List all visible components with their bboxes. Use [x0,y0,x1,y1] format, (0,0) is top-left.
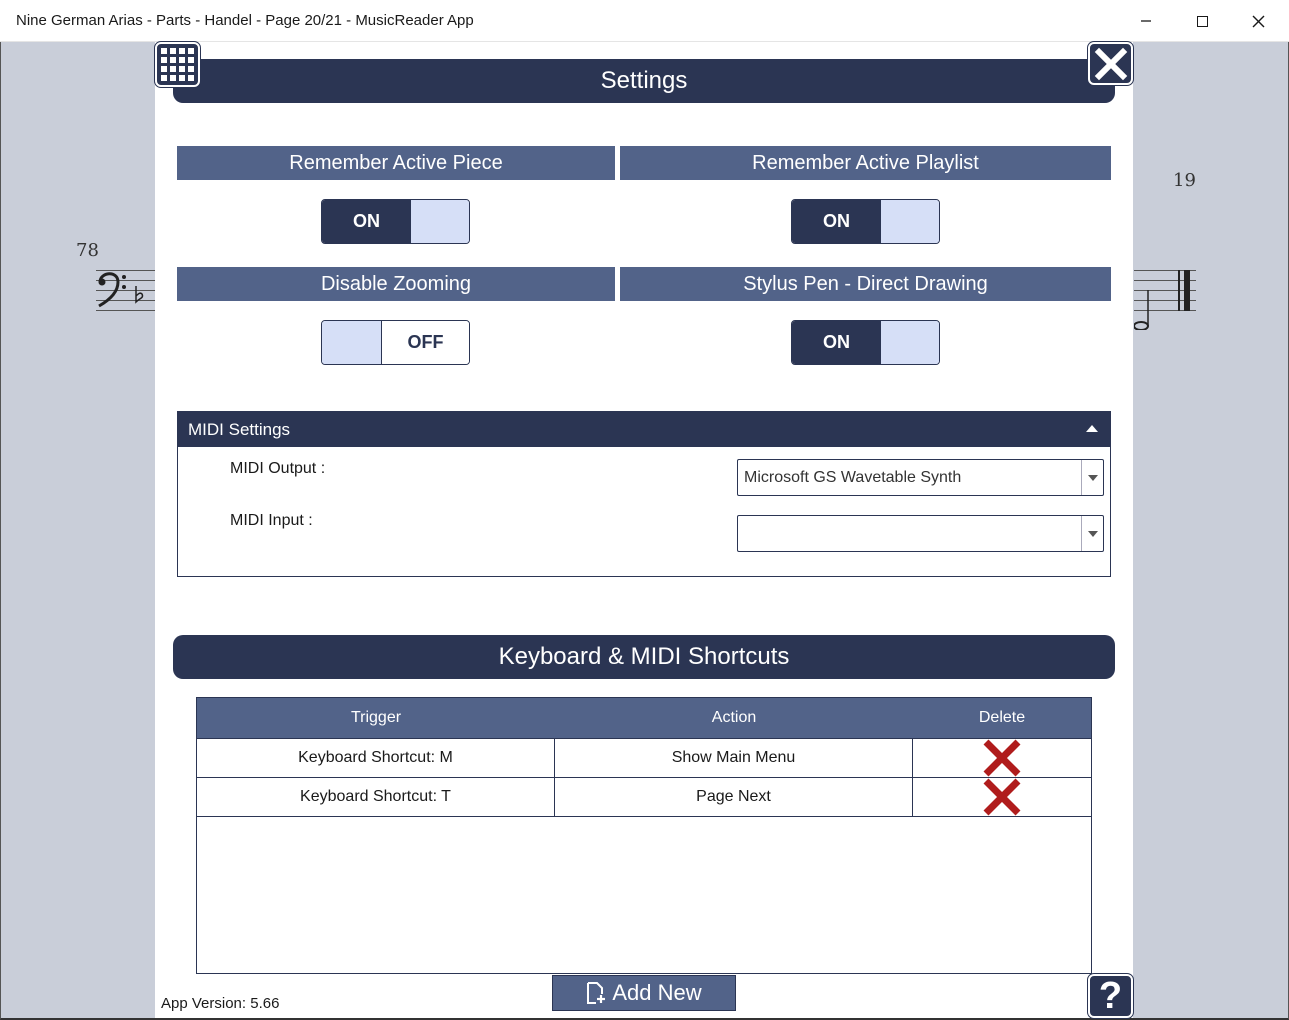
midi-settings-header[interactable] [178,412,1110,447]
measure-number-left: 78 [76,240,99,261]
dropdown-arrow-icon[interactable] [1081,516,1103,551]
window-title: Nine German Arias - Parts - Handel - Page 20/21 - MusicReader App [16,12,474,29]
add-new-button[interactable] [552,975,736,1011]
toggle-remember-active-playlist[interactable] [791,199,940,244]
close-icon [1093,46,1129,82]
settings-close-button[interactable] [1088,42,1133,85]
window-close-button[interactable] [1230,0,1286,42]
toggle-remember-active-piece[interactable] [321,199,470,244]
table-row[interactable] [197,778,1091,817]
option-label-disable-zooming: Disable Zooming [177,267,615,301]
table-header [197,698,1091,739]
column-header-trigger: Trigger [350,709,402,726]
action-cell: Show Main Menu [555,739,913,777]
staff-left [96,270,156,312]
settings-title: Settings [600,67,688,94]
column-header-delete: Delete [978,709,1026,726]
add-document-icon [586,982,606,1004]
app-version: App Version: 5.66 [161,995,280,1012]
toggle-disable-zooming[interactable] [321,320,470,365]
settings-header [173,59,1115,103]
toggle-state-on: ON [792,321,881,364]
shortcuts-title: Keyboard & MIDI Shortcuts [498,643,790,670]
delete-x-icon [982,778,1022,816]
note-icon [1134,290,1154,330]
bass-clef-icon [96,268,146,312]
staff-right [1134,270,1196,312]
table-row[interactable] [197,739,1091,778]
delete-shortcut-button[interactable] [913,739,1091,777]
maximize-button[interactable] [1174,0,1230,42]
delete-x-icon [982,739,1022,777]
trigger-cell: Keyboard Shortcut: T [197,778,555,816]
toggle-state-off: OFF [382,321,469,364]
midi-output-label: MIDI Output : [230,460,326,477]
action-cell: Page Next [555,778,913,816]
toggle-stylus-pen[interactable] [791,320,940,365]
option-label-stylus-pen: Stylus Pen - Direct Drawing [620,267,1111,301]
close-icon [1252,15,1265,28]
shortcuts-header [173,635,1115,679]
main-menu-button[interactable] [155,42,200,87]
settings-panel [155,42,1133,1018]
midi-settings-section [177,411,1111,577]
midi-output-select[interactable] [737,459,1104,496]
minimize-button[interactable] [1118,0,1174,42]
midi-output-value: Microsoft GS Wavetable Synth [744,468,962,486]
midi-settings-title: MIDI Settings [188,419,291,439]
toggle-state-on: ON [792,200,881,243]
minimize-icon [1140,15,1152,27]
grid-icon [161,48,167,54]
option-label-remember-active-playlist: Remember Active Playlist [620,146,1111,180]
delete-shortcut-button[interactable] [913,778,1091,816]
column-header-action: Action [711,709,757,726]
help-button[interactable] [1088,974,1133,1018]
option-label-remember-active-piece: Remember Active Piece [177,146,615,180]
add-new-label: Add New [612,980,702,1005]
help-icon: ? [1098,974,1123,1017]
shortcuts-table [196,697,1092,974]
midi-input-label: MIDI Input : [230,512,313,529]
measure-number-right: 19 [1173,170,1196,191]
collapse-caret-icon[interactable] [1086,425,1098,432]
maximize-icon [1197,16,1208,27]
window-titlebar [0,0,1289,42]
toggle-state-on: ON [322,200,411,243]
trigger-cell: Keyboard Shortcut: M [197,739,555,777]
dropdown-arrow-icon[interactable] [1081,460,1103,495]
midi-input-select[interactable] [737,515,1104,552]
